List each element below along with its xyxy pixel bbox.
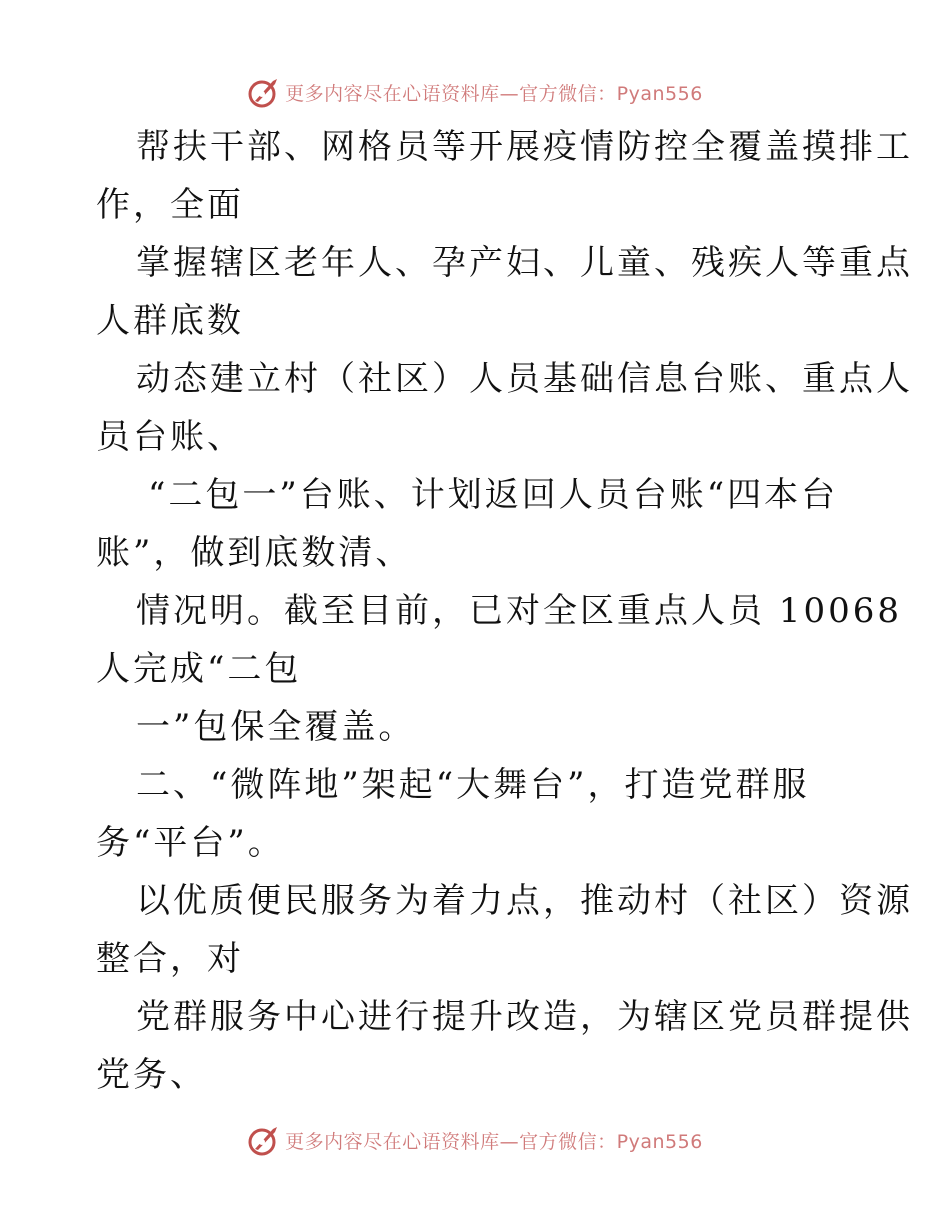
- text-line: 人完成“二包: [96, 649, 302, 689]
- text-line: 掌握辖区老年人、孕产妇、儿童、残疾人等重点: [136, 243, 913, 283]
- text-line: 动态建立村（社区）人员基础信息台账、重点人: [136, 359, 913, 399]
- text-line: 作，全面: [96, 185, 244, 225]
- text-line: 帮扶干部、网格员等开展疫情防控全覆盖摸排工: [136, 127, 913, 167]
- text-line: 情况明。截至目前，已对全区重点人员 10068: [136, 591, 902, 631]
- header-watermark: [0, 72, 950, 112]
- text-line: 以优质便民服务为着力点，推动村（社区）资源: [136, 881, 913, 921]
- section-heading: 二、“微阵地”架起“大舞台”，打造党群服: [136, 765, 810, 805]
- text-line: 党务、: [96, 1055, 207, 1095]
- text-line: 员台账、: [96, 417, 244, 457]
- footer-watermark: [0, 1120, 950, 1160]
- quill-logo-icon: [247, 75, 281, 109]
- watermark-text: 更多内容尽在心语资料库—官方微信：Pyan556: [285, 82, 703, 105]
- text-line: 账”，做到底数清、: [96, 533, 413, 573]
- text-line: 党群服务中心进行提升改造，为辖区党员群提供: [136, 997, 913, 1037]
- quill-logo-icon: [247, 1123, 281, 1157]
- watermark-text: 更多内容尽在心语资料库—官方微信：Pyan556: [285, 1130, 703, 1153]
- text-line: 整合，对: [96, 939, 244, 979]
- text-line: 一”包保全覆盖。: [136, 707, 416, 747]
- document-body: [96, 118, 913, 1104]
- section-heading-cont: 务“平台”。: [96, 823, 285, 863]
- text-line: 人群底数: [96, 301, 244, 341]
- text-line: “二包一”台账、计划返回人员台账“四本台: [148, 475, 839, 515]
